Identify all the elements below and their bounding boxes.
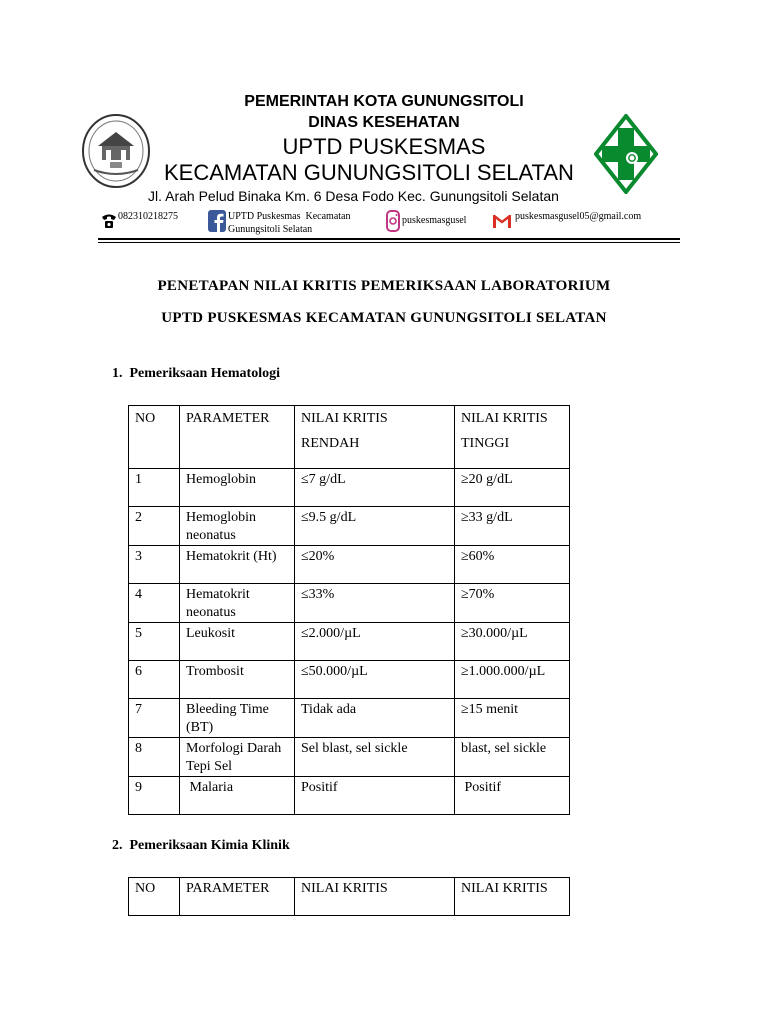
header-cell: NILAI KRITIS TINGGI	[455, 406, 570, 469]
header-rule-thick	[98, 238, 680, 240]
cell-no: 4	[129, 584, 180, 623]
section-hematologi-heading: 1. Pemeriksaan Hematologi	[112, 366, 280, 381]
contact-phone: 082310218275	[118, 211, 178, 222]
header-government: PEMERINTAH KOTA GUNUNGSITOLI	[244, 93, 524, 110]
cell-parameter: Hemoglobin neonatus	[180, 507, 295, 546]
cell-low: ≤2.000/µL	[295, 623, 455, 661]
cell-high: ≥33 g/dL	[455, 507, 570, 546]
table-row	[129, 777, 570, 815]
cell-parameter: Leukosit	[180, 623, 295, 661]
cell-parameter: Malaria	[180, 777, 295, 815]
header-address: Jl. Arah Pelud Binaka Km. 6 Desa Fodo Kec. Gunungsitoli Selatan	[148, 188, 559, 204]
table-row	[129, 584, 570, 623]
instagram-icon	[386, 210, 400, 232]
cell-high: ≥15 menit	[455, 699, 570, 738]
header-institution: UPTD PUSKESMAS	[282, 134, 486, 159]
cell-high: ≥30.000/µL	[455, 623, 570, 661]
contact-instagram: puskesmasgusel	[402, 215, 467, 226]
header-cell: NILAI KRITIS	[455, 878, 570, 916]
cell-low: ≤33%	[295, 584, 455, 623]
header-district: KECAMATAN GUNUNGSITOLI SELATAN	[164, 160, 574, 185]
header-cell: NO	[129, 406, 180, 469]
cell-parameter: Bleeding Time (BT)	[180, 699, 295, 738]
facebook-icon	[208, 210, 226, 232]
cell-high: ≥20 g/dL	[455, 469, 570, 507]
contact-email: puskesmasgusel05@gmail.com	[515, 211, 642, 222]
puskesmas-cross-icon	[594, 114, 658, 194]
cell-no: 6	[129, 661, 180, 699]
header-cell: NILAI KRITIS	[295, 878, 455, 916]
hematologi-table	[128, 405, 570, 815]
table-row	[129, 699, 570, 738]
table-row	[129, 546, 570, 584]
table-row	[129, 738, 570, 777]
cell-no: 7	[129, 699, 180, 738]
cell-parameter: Hematokrit (Ht)	[180, 546, 295, 584]
phone-icon	[100, 212, 118, 230]
kimia-klinik-table	[128, 877, 570, 916]
cell-low: ≤20%	[295, 546, 455, 584]
cell-low: ≤9.5 g/dL	[295, 507, 455, 546]
cell-no: 2	[129, 507, 180, 546]
cell-parameter: Hematokrit neonatus	[180, 584, 295, 623]
table-header-row	[129, 878, 570, 916]
document-title-line2: UPTD PUSKESMAS KECAMATAN GUNUNGSITOLI SELATAN	[161, 310, 607, 326]
header-rule-thin	[98, 242, 680, 243]
table-row	[129, 469, 570, 507]
cell-low: Sel blast, sel sickle	[295, 738, 455, 777]
gmail-icon	[492, 213, 512, 229]
table-header-row	[129, 406, 570, 469]
header-cell: PARAMETER	[180, 878, 295, 916]
table-row	[129, 623, 570, 661]
cell-no: 3	[129, 546, 180, 584]
cell-high: blast, sel sickle	[455, 738, 570, 777]
header-cell: NO	[129, 878, 180, 916]
contact-facebook	[228, 210, 350, 236]
cell-no: 9	[129, 777, 180, 815]
cell-low: ≤50.000/µL	[295, 661, 455, 699]
cell-parameter: Hemoglobin	[180, 469, 295, 507]
cell-parameter: Morfologi Darah Tepi Sel	[180, 738, 295, 777]
table-row	[129, 507, 570, 546]
contact-facebook-line1: UPTD Puskesmas Kecamatan	[228, 211, 351, 222]
cell-no: 5	[129, 623, 180, 661]
table-row	[129, 661, 570, 699]
cell-high: ≥1.000.000/µL	[455, 661, 570, 699]
cell-low: Positif	[295, 777, 455, 815]
header-cell: PARAMETER	[180, 406, 295, 469]
cell-low: Tidak ada	[295, 699, 455, 738]
cell-parameter: Trombosit	[180, 661, 295, 699]
cell-high: ≥70%	[455, 584, 570, 623]
cell-no: 8	[129, 738, 180, 777]
section-kimia-heading: 2. Pemeriksaan Kimia Klinik	[112, 838, 290, 853]
cell-low: ≤7 g/dL	[295, 469, 455, 507]
header-cell: NILAI KRITIS RENDAH	[295, 406, 455, 469]
cell-high: ≥60%	[455, 546, 570, 584]
header-department: DINAS KESEHATAN	[308, 114, 460, 131]
contact-facebook-line2: Gunungsitoli Selatan	[228, 224, 313, 235]
document-title-line1: PENETAPAN NILAI KRITIS PEMERIKSAAN LABORATORIUM	[157, 278, 611, 294]
cell-high: Positif	[455, 777, 570, 815]
cell-no: 1	[129, 469, 180, 507]
